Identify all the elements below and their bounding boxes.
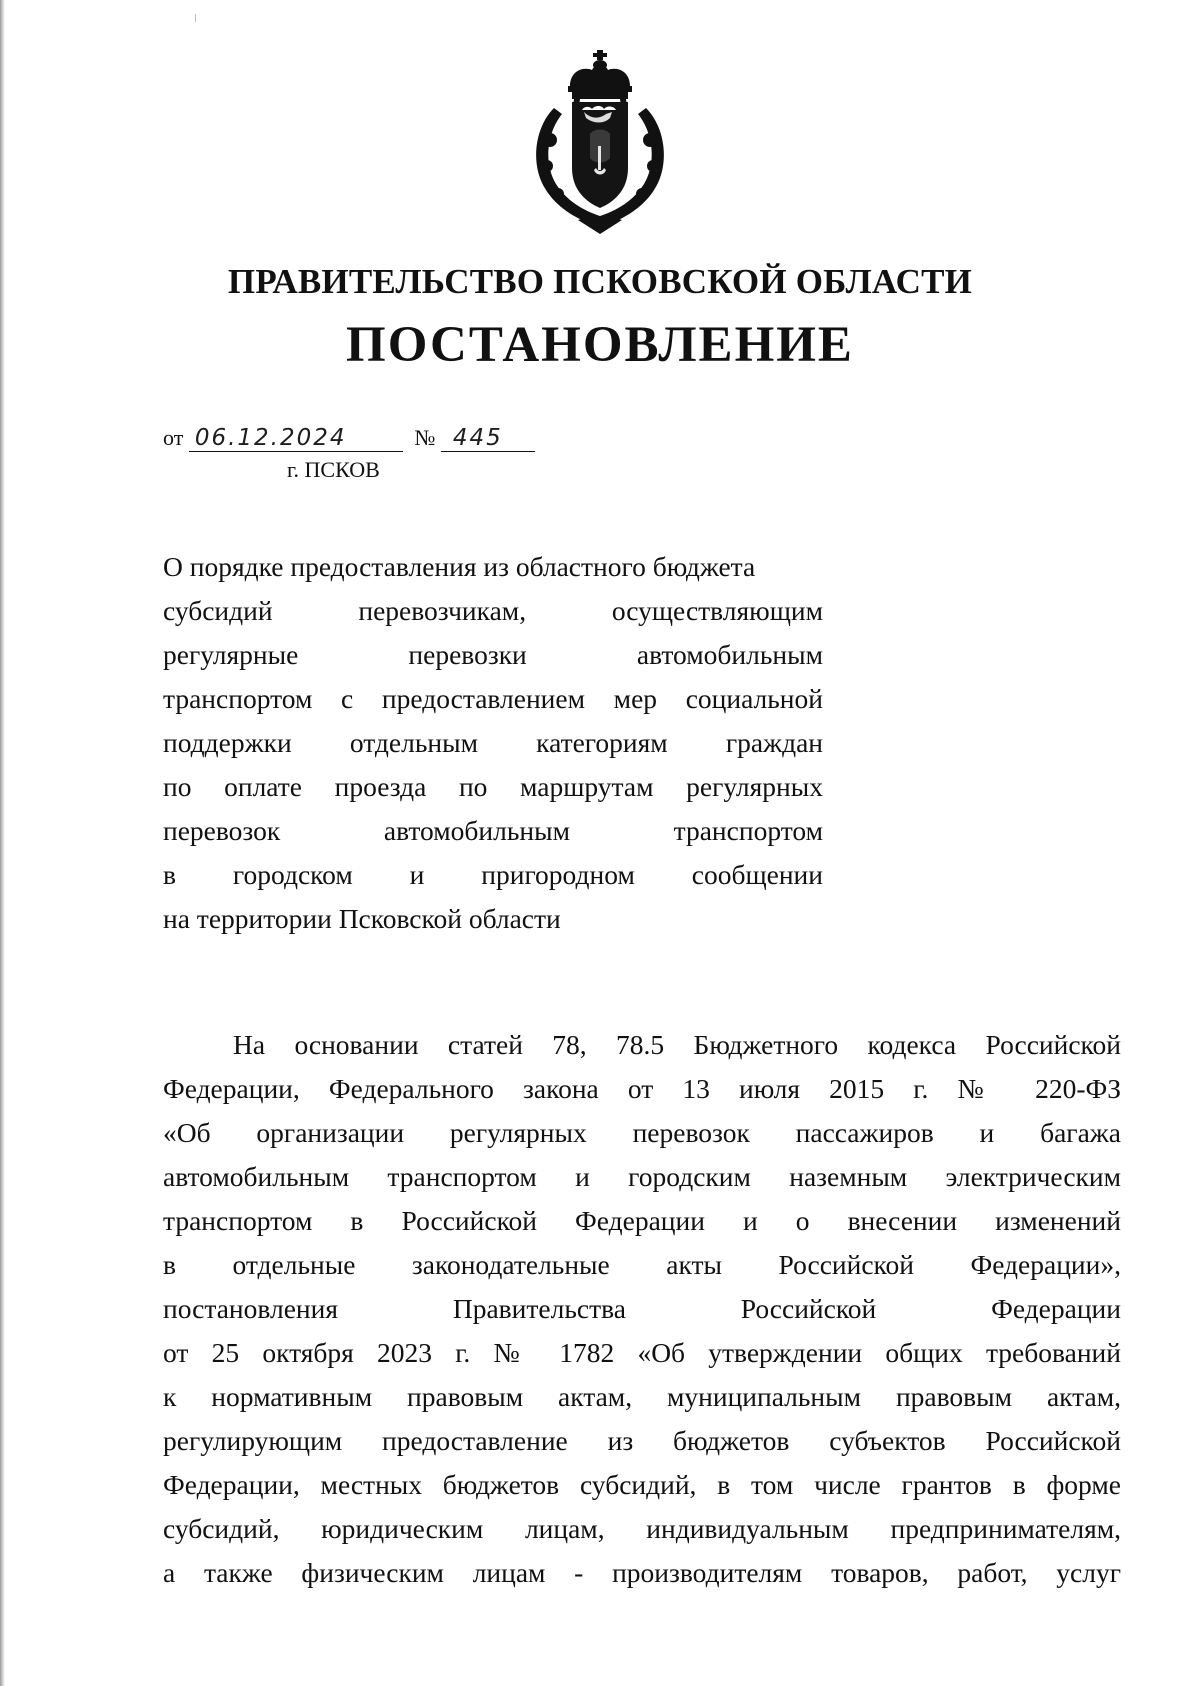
organization-heading: ПРАВИТЕЛЬСТВО ПСКОВСКОЙ ОБЛАСТИ — [227, 262, 973, 301]
body-line: к нормативным правовым актам, муниципальным правовым актам, — [163, 1381, 1121, 1412]
body-line: Федерации, местных бюджетов субсидий, в том числе грантов в форме — [163, 1469, 1121, 1500]
date-number-line — [163, 425, 535, 452]
body-line: а также физическим лицам - производителям товаров, работ, услуг — [163, 1557, 1121, 1588]
body-line: автомобильным транспортом и городским наземным электрическим — [163, 1161, 1121, 1192]
document-body — [163, 1023, 1121, 1595]
body-line: Федерации, Федерального закона от 13 июля 2015 г. № 220-ФЗ — [163, 1073, 1121, 1104]
body-line: постановления Правительства Российской Федерации — [163, 1293, 1121, 1324]
title-line: перевозок автомобильным транспортом — [163, 815, 823, 846]
scan-edge — [0, 0, 5, 1686]
coat-of-arms-icon — [520, 48, 680, 234]
body-line: транспортом в Российской Федерации и о внесении изменений — [163, 1205, 1121, 1236]
body-line: На основании статей 78, 78.5 Бюджетного кодекса Российской — [233, 1029, 1121, 1060]
city: г. ПСКОВ — [287, 457, 380, 482]
body-line: от 25 октября 2023 г. № 1782 «Об утверждении общих требований — [163, 1337, 1121, 1368]
title-line: транспортом с предоставлением мер социальной — [163, 683, 823, 714]
number-label: № — [414, 425, 436, 450]
title-line: по оплате проезда по маршрутам регулярных — [163, 771, 823, 802]
date-prefix: от — [163, 425, 184, 450]
body-line: субсидий, юридическим лицам, индивидуальным предпринимателям, — [163, 1513, 1121, 1544]
date-value: 06.12.2024 — [189, 425, 403, 452]
title-line: поддержки отдельным категориям граждан — [163, 727, 823, 758]
document-type-heading: ПОСТАНОВЛЕНИЕ — [346, 317, 854, 373]
body-line: регулирующим предоставление из бюджетов субъектов Российской — [163, 1425, 1121, 1456]
title-line: регулярные перевозки автомобильным — [163, 639, 823, 670]
body-line: в отдельные законодательные акты Российской Федерации», — [163, 1249, 1121, 1280]
title-line: субсидий перевозчикам, осуществляющим — [163, 595, 823, 626]
title-line: О порядке предоставления из областного бюджета — [163, 551, 756, 582]
document-title — [163, 545, 823, 941]
body-line: «Об организации регулярных перевозок пассажиров и багажа — [163, 1117, 1121, 1148]
title-line: в городском и пригородном сообщении — [163, 859, 823, 890]
title-line: на территории Псковской области — [163, 903, 561, 934]
number-value: 445 — [441, 425, 535, 452]
scan-speck — [195, 14, 196, 22]
